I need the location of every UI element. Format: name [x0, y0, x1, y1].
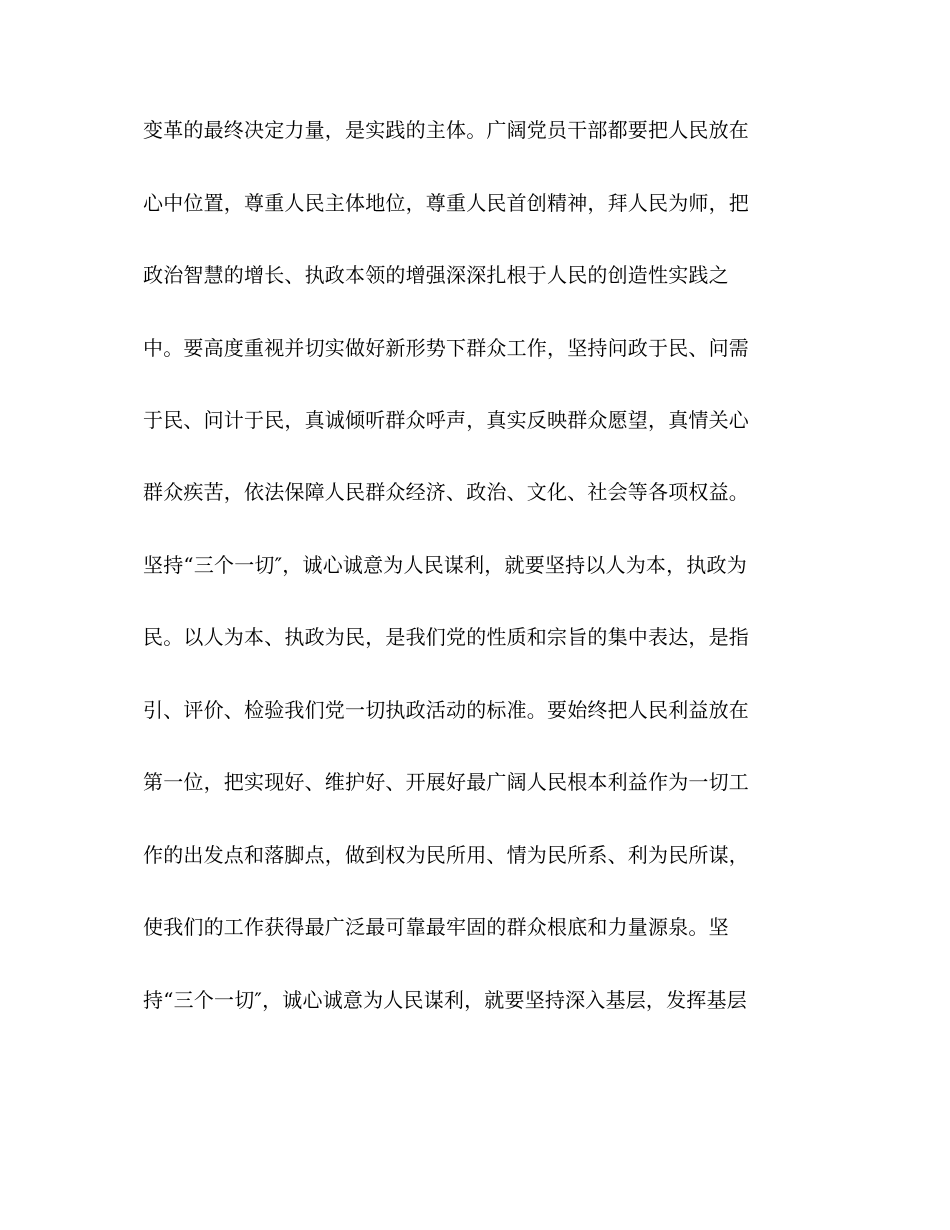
- text-line: 第一位，把实现好、维护好、开展好最广阔人民根本利益作为一切工: [143, 770, 749, 794]
- text-line: 变革的最终决定力量，是实践的主体。广阔党员干部都要把人民放在: [143, 118, 749, 142]
- text-line: 心中位置，尊重人民主体地位，尊重人民首创精神，拜人民为师，把: [143, 191, 749, 215]
- text-line: 使我们的工作获得最广泛最可靠最牢固的群众根底和力量源泉。坚: [143, 915, 729, 939]
- text-line: 坚持“三个一切″，诚心诚意为人民谋利，就要坚持以人为本，执政为: [143, 553, 747, 577]
- text-line: 于民、问计于民，真诚倾听群众呼声，真实反映群众愿望，真情关心: [143, 408, 749, 432]
- text-line: 引、评价、检验我们党一切执政活动的标准。要始终把人民利益放在: [143, 698, 749, 722]
- text-line: 政治智慧的增长、执政本领的增强深深扎根于人民的创造性实践之: [143, 263, 729, 287]
- text-line: 群众疾苦，依法保障人民群众经济、政治、文化、社会等各项权益。: [143, 480, 749, 504]
- text-line: 中。要高度重视并切实做好新形势下群众工作，坚持问政于民、问需: [143, 336, 749, 360]
- text-line: 持“三个一切″，诚心诚意为人民谋利，就要坚持深入基层，发挥基层: [143, 988, 747, 1012]
- text-line: 民。以人为本、执政为民，是我们党的性质和宗旨的集中表达，是指: [143, 625, 749, 649]
- text-line: 作的出发点和落脚点，做到权为民所用、情为民所系、利为民所谋，: [143, 843, 749, 867]
